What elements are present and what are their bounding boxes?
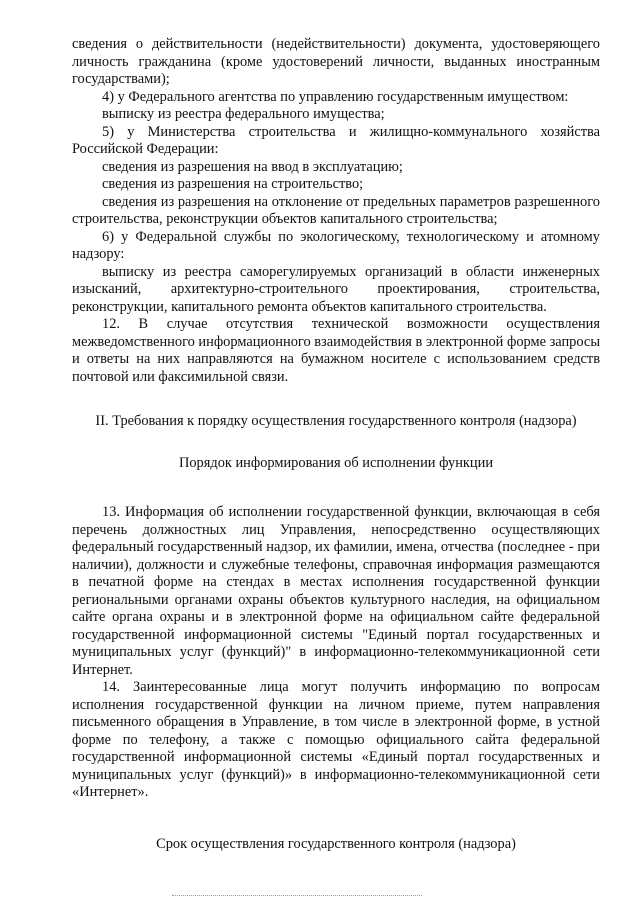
paragraph-item-6: 6) у Федеральной службы по экологическому, технологическому и атомному надзору: [72, 228, 600, 262]
paragraph-item-14: 14. Заинтересованные лица могут получить информацию по вопросам исполнения государственной функции на личном приеме, путем направления письменного обращения в Управление, в том числе в электронной форме, в устной форме по телефону, а также с помощью официального сайта федеральной государственной информационной системы «Единый портал государственных и муниципальных услуг (функций)» в информационно-телекоммуникационной сети «Интернет». [72, 679, 600, 800]
subsection-title-term: Срок осуществления государственного контроля (надзора) [156, 835, 516, 852]
paragraph-item-5: 5) у Министерства строительства и жилищно-коммунального хозяйства Российской Федерации: [72, 123, 600, 157]
subsection-title: Порядок информирования об исполнении функции [178, 454, 494, 471]
paragraph-identity-document: сведения о действительности (недействительности) документа, удостоверяющего личность гражданина (кроме удостоверений личности, выданных иностранным государствами); [72, 36, 600, 87]
document-page [72, 36, 600, 853]
section-title: II. Требования к порядку осуществления государственного контроля (надзора) [95, 413, 577, 429]
paragraph-deviation-permit: сведения из разрешения на отклонение от предельных параметров разрешенного строительства, реконструкции объектов капитального строительства; [72, 193, 600, 227]
bottom-divider [172, 895, 422, 896]
paragraph-construction-permit: сведения из разрешения на строительство; [102, 176, 364, 192]
paragraph-sro-register: выписку из реестра саморегулируемых организаций в области инженерных изысканий, архитектурно-строительного проектирования, строительства, реконструкции, капитального ремонта объектов капитального строительства. [72, 263, 600, 315]
paragraph-item-4: 4) у Федерального агентства по управлению государственным имуществом: [102, 88, 569, 105]
paragraph-item-12: 12. В случае отсутствия технической возможности осуществления межведомственного информационного взаимодействия в электронной форме запросы и ответы на них направляются на бумажном носителе с использованием средств почтовой или факсимильной связи. [72, 316, 600, 385]
paragraph-item-13: 13. Информация об исполнении государственной функции, включающая в себя перечень должностных лиц Управления, непосредственно осуществляющих федеральный государственный надзор, их фамилии, имена, отчества (последнее - при наличии), должности и служебные телефоны, справочная информация размещаются в печатной форме на стендах в местах исполнения государственной функции региональными органами охраны объектов культурного наследия, на официальном сайте органа охраны и в электронной форме на официальном сайте федеральной государственной информационной системы "Единый портал государственных и муниципальных услуг (функций)" в информационно-телекоммуникационной сети Интернет. [72, 504, 600, 678]
paragraph-commissioning-permit: сведения из разрешения на ввод в эксплуатацию; [102, 158, 403, 175]
paragraph-federal-property: выписку из реестра федерального имущества; [102, 106, 385, 122]
